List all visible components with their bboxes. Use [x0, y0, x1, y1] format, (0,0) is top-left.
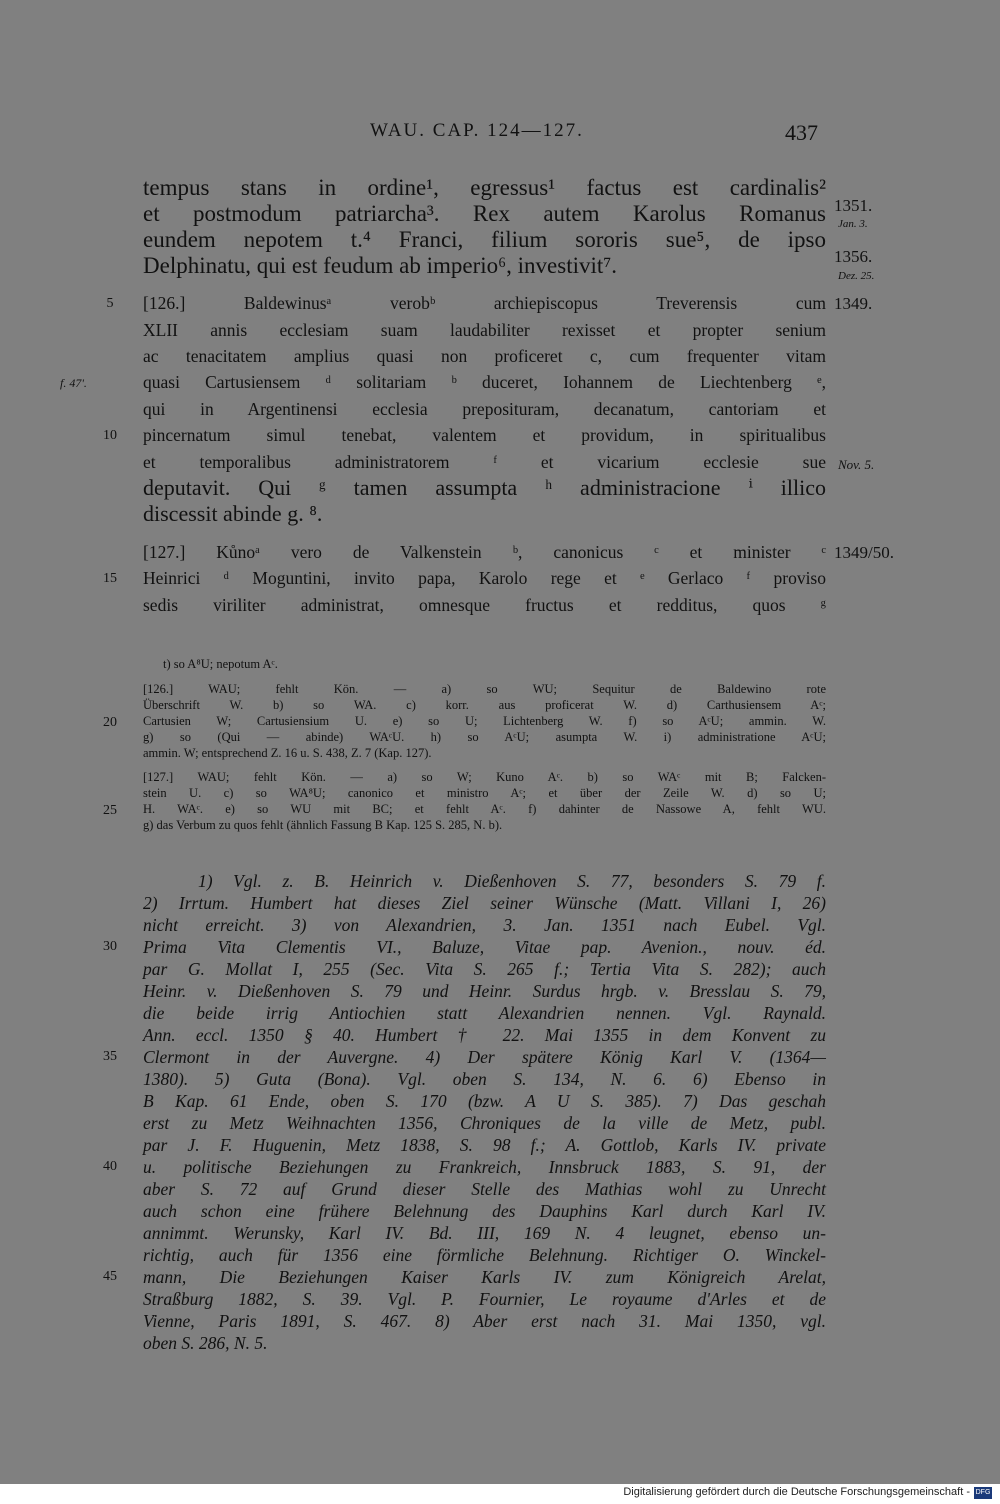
footnote-line: u. politische Beziehungen zu Frankreich, Innsbruck 1883, S. 91, der: [143, 1157, 826, 1177]
text-line: ac tenacitatem amplius quasi non proficeret c, cum frequenter vitam: [143, 346, 826, 366]
footnote-line: 1380). 5) Guta (Bona). Vgl. oben S. 134, N. 6. 6) Ebenso in: [143, 1069, 826, 1089]
footnote-line: Ann. eccl. 1350 § 40. Humbert † 22. Mai 1355 in dem Konvent zu: [143, 1025, 826, 1045]
footnote-line: oben S. 286, N. 5.: [143, 1333, 268, 1353]
line-number: 45: [103, 1269, 117, 1284]
text-line: [127.] Kůnoᵃ vero de Valkenstein ᵇ, canonicus ᶜ et minister ᶜ: [143, 542, 826, 562]
side-date: 1349/50.: [834, 543, 894, 562]
footnote-line: 2) Irrtum. Humbert hat dieses Ziel seiner Wünsche (Matt. Villani I, 26): [143, 893, 826, 913]
text-line: pincernatum simul tenebat, valentem et providum, in spiritualibus: [143, 425, 826, 445]
apparatus-line: g) so (Qui — abinde) WAᶜU. h) so AᶜU; asumpta W. i) administratione AᶜU;: [143, 730, 826, 744]
text-line: et postmodum patriarcha³. Rex autem Karolus Romanus: [143, 201, 826, 226]
footnote-line: 1) Vgl. z. B. Heinrich v. Dießenhoven S. 77, besonders S. 79 f.: [198, 871, 826, 891]
footer-credit: Digitalisierung gefördert durch die Deutsche Forschungsgemeinschaft -: [623, 1486, 970, 1498]
folio-reference: f. 47'.: [60, 376, 87, 390]
line-number: 40: [103, 1159, 117, 1174]
footnote-line: Clermont in der Auvergne. 4) Der spätere König Karl V. (1364—: [143, 1047, 826, 1067]
text-line: Heinrici ᵈ Moguntini, invito papa, Karolo rege et ᵉ Gerlaco ᶠ proviso: [143, 568, 826, 588]
running-head: WAU. CAP. 124—127.: [370, 120, 584, 141]
footnote-line: B Kap. 61 Ende, oben S. 170 (bzw. A U S. 385). 7) Das geschah: [143, 1091, 826, 1111]
side-date-day: Dez. 25.: [838, 270, 875, 282]
apparatus-line: g) das Verbum zu quos fehlt (ähnlich Fassung B Kap. 125 S. 285, N. b).: [143, 818, 503, 832]
footnote-line: mann, Die Beziehungen Kaiser Karls IV. zum Königreich Arelat,: [143, 1267, 826, 1287]
footnote-line: Straßburg 1882, S. 39. Vgl. P. Fournier, Le royaume d'Arles et de: [143, 1289, 826, 1309]
text-line: XLII annis ecclesiam suam laudabiliter rexisset et propter senium: [143, 320, 826, 340]
apparatus-line: Cartusien W; Cartusiensium U. e) so U; Lichtenberg W. f) so AᶜU; ammin. W.: [143, 714, 826, 728]
dfg-logo-icon: DFG: [974, 1487, 992, 1499]
page-header: [0, 120, 1000, 150]
apparatus-line: [126.] WAU; fehlt Kön. — a) so WU; Sequitur de Baldewino rote: [143, 682, 826, 696]
line-number: 5: [106, 296, 114, 311]
footnote-line: par G. Mollat I, 255 (Sec. Vita S. 265 f.; Tertia Vita S. 282); auch: [143, 959, 826, 979]
apparatus-line: Überschrift W. b) so WA. c) korr. aus proficerat W. d) Carthusiensem Aᶜ;: [143, 698, 826, 712]
text-line: discessit abinde g. ⁸.: [143, 501, 323, 526]
page-number: 437: [785, 120, 818, 145]
footnote-line: richtig, auch für 1356 eine förmliche Belehnung. Richtiger O. Winckel-: [143, 1245, 826, 1265]
text-line: Delphinatu, qui est feudum ab imperio⁶, investivit⁷.: [143, 253, 618, 278]
apparatus-line: t) so A⁸U; nepotum Aᶜ.: [163, 657, 278, 671]
text-line: quasi Cartusiensem ᵈ solitariam ᵇ duceret, Iohannem de Liechtenberg ᵉ,: [143, 372, 826, 392]
side-date: 1349.: [834, 294, 873, 313]
footnote-line: auch schon eine frühere Belehnung des Dauphins Karl durch Karl IV.: [143, 1201, 826, 1221]
footnote-line: aber S. 72 auf Grund dieser Stelle des Mathias wohl zu Unrecht: [143, 1179, 826, 1199]
apparatus-line: H. WAᶜ. e) so WU mit BC; et fehlt Aᶜ. f) dahinter de Nassowe A, fehlt WU.: [143, 802, 826, 816]
side-date-day: Nov. 5.: [838, 457, 875, 472]
side-date: 1356.: [834, 247, 873, 266]
text-line: eundem nepotem t.⁴ Franci, filium sororis sue⁵, de ipso: [143, 227, 826, 252]
apparatus-line: [127.] WAU; fehlt Kön. — a) so W; Kuno Aᶜ. b) so WAᶜ mit B; Falcken-: [143, 770, 826, 784]
footnote-line: Vienne, Paris 1891, S. 467. 8) Aber erst nach 31. Mai 1350, vgl.: [143, 1311, 826, 1331]
line-number: 25: [103, 803, 117, 818]
side-date-day: Jan. 3.: [838, 218, 868, 230]
text-line: [126.] Baldewinusᵃ verobᵇ archiepiscopus Treverensis cum: [143, 293, 826, 313]
footnote-line: die beide irrig Antiochien statt Alexandrien nennen. Vgl. Raynald.: [143, 1003, 826, 1023]
line-number: 10: [103, 428, 117, 443]
footnote-line: annimmt. Werunsky, Karl IV. Bd. III, 169 N. 4 leugnet, ebenso un-: [143, 1223, 826, 1243]
line-number: 20: [103, 715, 117, 730]
text-line: tempus stans in ordine¹, egressus¹ factus est cardinalis²: [143, 175, 826, 200]
footnote-line: par J. F. Huguenin, Metz 1838, S. 98 f.; A. Gottlob, Karls IV. private: [143, 1135, 826, 1155]
line-number: 35: [103, 1049, 117, 1064]
side-date: 1351.: [834, 196, 873, 215]
footer-bar: [0, 1484, 1000, 1504]
footnote-line: nicht erreicht. 3) von Alexandrien, 3. Jan. 1351 nach Eubel. Vgl.: [143, 915, 826, 935]
text-line: deputavit. Qui ᵍ tamen assumpta ʰ administracione ⁱ illico: [143, 475, 826, 500]
text-line: qui in Argentinensi ecclesia preposituram, decanatum, cantoriam et: [143, 399, 826, 419]
line-number: 15: [103, 571, 117, 586]
footnote-line: erst zu Metz Weihnachten 1356, Chroniques de la ville de Metz, publ.: [143, 1113, 826, 1133]
apparatus-line: ammin. W; entsprechend Z. 16 u. S. 438, Z. 7 (Kap. 127).: [143, 746, 432, 760]
footnote-line: Heinr. v. Dießenhoven S. 79 und Heinr. Surdus hrgb. v. Bresslau S. 79,: [143, 981, 826, 1001]
text-line: et temporalibus administratorem ᶠ et vicarium ecclesie sue: [143, 452, 826, 472]
line-number: 30: [103, 939, 117, 954]
text-line: sedis viriliter administrat, omnesque fructus et redditus, quos ᵍ: [143, 595, 826, 615]
footnote-line: Prima Vita Clementis VI., Baluze, Vitae pap. Avenion., nouv. éd.: [143, 937, 826, 957]
apparatus-line: stein U. c) so WA⁸U; canonico et ministro Aᶜ; et über der Zeile W. d) so U;: [143, 786, 826, 800]
